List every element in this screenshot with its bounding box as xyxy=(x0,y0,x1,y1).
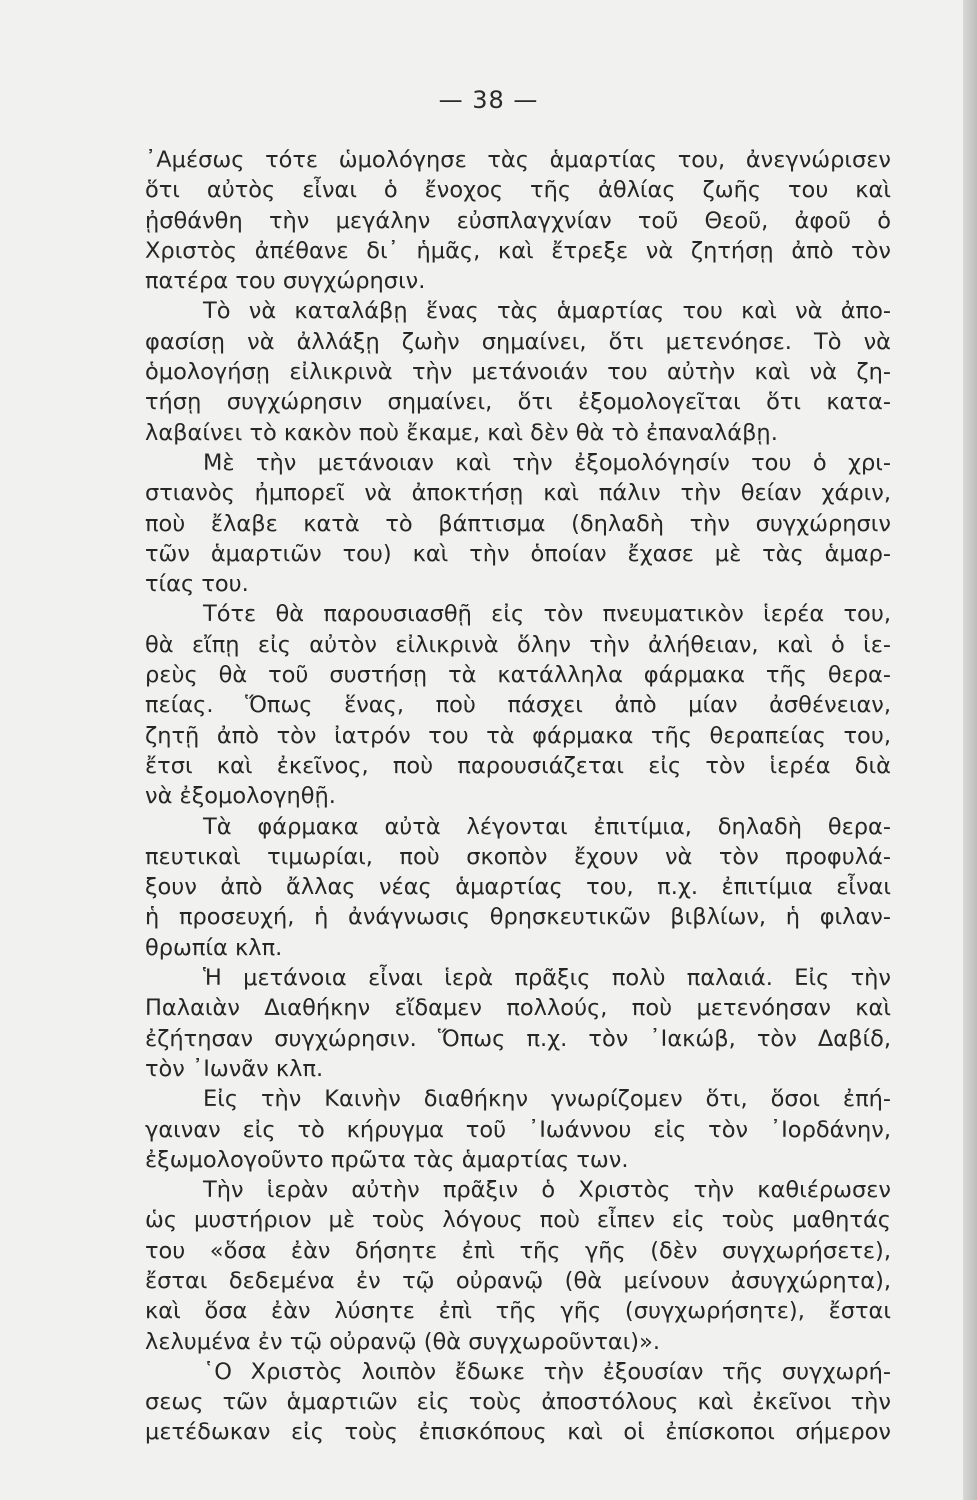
text-line: Παλαιὰν Διαθήκην εἴδαμεν πολλούς, ποὺ μετενόησαν καὶ xyxy=(145,995,891,1022)
text-line: ἔτσι καὶ ἐκεῖνος, ποὺ παρουσιάζεται εἰς τὸν ἱερέα διὰ xyxy=(145,752,891,779)
text-line: ᾐσθάνθη τὴν μεγάλην εὐσπλαγχνίαν τοῦ Θεοῦ, ἀφοῦ ὁ xyxy=(145,207,891,234)
text-line: του «ὅσα ἐὰν δήσητε ἐπὶ τῆς γῆς (δὲν συγχωρήσετε), xyxy=(145,1237,891,1264)
text-line: ξουν ἀπὸ ἄλλας νέας ἁμαρτίας του, π.χ. ἐπιτίμια εἶναι xyxy=(145,874,891,901)
text-line: τὸν ᾿Ιωνᾶν κλπ. xyxy=(145,1055,324,1082)
text-line: σεως τῶν ἁμαρτιῶν εἰς τοὺς ἀποστόλους καὶ ἐκεῖνοι τὴν xyxy=(145,1389,891,1416)
text-line: τήσῃ συγχώρησιν σημαίνει, ὅτι ἐξομολογεῖται ὅτι κατα- xyxy=(145,389,891,416)
page-number: — 38 — xyxy=(438,86,539,114)
text-line: μετέδωκαν εἰς τοὺς ἐπισκόπους καὶ οἱ ἐπίσκοποι σήμερον xyxy=(145,1419,891,1446)
text-line: ὡς μυστήριον μὲ τοὺς λόγους ποὺ εἶπεν εἰς τοὺς μαθητάς xyxy=(145,1207,891,1234)
text-line: τίας του. xyxy=(145,571,249,598)
text-line: Τὰ φάρμακα αὐτὰ λέγονται ἐπιτίμια, δηλαδὴ θερα- xyxy=(203,813,891,840)
text-line: θὰ εἴπῃ εἰς αὐτὸν εἰλικρινὰ ὅλην τὴν ἀλήθειαν, καὶ ὁ ἱε- xyxy=(145,631,891,658)
text-line: Εἰς τὴν Καινὴν διαθήκην γνωρίζομεν ὅτι, ὅσοι ἐπή- xyxy=(203,1086,891,1113)
text-line: νὰ ἐξομολογηθῇ. xyxy=(145,783,336,810)
text-line: Τὸ νὰ καταλάβῃ ἕνας τὰς ἁμαρτίας του καὶ νὰ ἀπο- xyxy=(203,298,891,325)
text-line: ρεὺς θὰ τοῦ συστήσῃ τὰ κατάλληλα φάρμακα τῆς θερα- xyxy=(145,662,891,689)
text-line: λελυμένα ἐν τῷ οὐρανῷ (θὰ συγχωροῦνται)». xyxy=(145,1328,661,1355)
body-text xyxy=(145,145,891,1448)
text-line: ῾Ο Χριστὸς λοιπὸν ἔδωκε τὴν ἐξουσίαν τῆς συγχωρή- xyxy=(203,1358,891,1385)
text-line: στιανὸς ἠμπορεῖ νὰ ἀποκτήσῃ καὶ πάλιν τὴν θείαν χάριν, xyxy=(145,480,891,507)
text-line: Τὴν ἱερὰν αὐτὴν πρᾶξιν ὁ Χριστὸς τὴν καθιέρωσεν xyxy=(203,1177,891,1204)
text-line: γαιναν εἰς τὸ κήρυγμα τοῦ ᾿Ιωάννου εἰς τὸν ᾿Ιορδάνην, xyxy=(145,1116,891,1143)
page-edge-shadow xyxy=(963,0,977,1500)
text-line: Μὲ τὴν μετάνοιαν καὶ τὴν ἐξομολόγησίν του ὁ χρι- xyxy=(203,449,891,476)
text-line: τῶν ἁμαρτιῶν του) καὶ τὴν ὁποίαν ἔχασε μὲ τὰς ἁμαρ- xyxy=(145,540,891,567)
text-line: ὁμολογήσῃ εἰλικρινὰ τὴν μετάνοιάν του αὐτὴν καὶ νὰ ζη- xyxy=(145,359,891,386)
text-line: καὶ ὅσα ἐὰν λύσητε ἐπὶ τῆς γῆς (συγχωρήσητε), ἔσται xyxy=(145,1298,891,1325)
text-line: ὅτι αὐτὸς εἶναι ὁ ἔνοχος τῆς ἀθλίας ζωῆς του καὶ xyxy=(145,177,891,204)
text-line: ᾿Αμέσως τότε ὡμολόγησε τὰς ἁμαρτίας του, ἀνεγνώρισεν xyxy=(145,147,891,173)
text-line: Ἡ μετάνοια εἶναι ἱερὰ πρᾶξις πολὺ παλαιά. Εἰς τὴν xyxy=(203,965,891,992)
text-line: Τότε θὰ παρουσιασθῇ εἰς τὸν πνευματικὸν ἱερέα του, xyxy=(203,601,891,628)
text-line: φασίσῃ νὰ ἀλλάξῃ ζωὴν σημαίνει, ὅτι μετενόησε. Τὸ νὰ xyxy=(145,328,891,355)
text-line: Χριστὸς ἀπέθανε δι᾿ ἡμᾶς, καὶ ἔτρεξε νὰ ζητήσῃ ἀπὸ τὸν xyxy=(145,237,891,264)
text-line: θρωπία κλπ. xyxy=(145,934,283,961)
text-line: ἐζήτησαν συγχώρησιν. Ὅπως π.χ. τὸν ᾿Ιακώβ, τὸν Δαβίδ, xyxy=(145,1025,891,1052)
text-line: ἐξωμολογοῦντο πρῶτα τὰς ἁμαρτίας των. xyxy=(145,1146,629,1173)
text-line: ἡ προσευχή, ἡ ἀνάγνωσις θρησκευτικῶν βιβλίων, ἡ φιλαν- xyxy=(145,904,891,931)
text-line: ἔσται δεδεμένα ἐν τῷ οὐρανῷ (θὰ μείνουν ἀσυγχώρητα), xyxy=(145,1267,891,1294)
text-line: πείας. Ὅπως ἕνας, ποὺ πάσχει ἀπὸ μίαν ἀσθένειαν, xyxy=(145,692,891,719)
text-line: πατέρα του συγχώρησιν. xyxy=(145,268,426,295)
text-line: λαβαίνει τὸ κακὸν ποὺ ἔκαμε, καὶ δὲν θὰ τὸ ἐπαναλάβῃ. xyxy=(145,419,778,446)
text-line: ζητῇ ἀπὸ τὸν ἰατρόν του τὰ φάρμακα τῆς θεραπείας του, xyxy=(145,722,891,749)
text-line: ποὺ ἔλαβε κατὰ τὸ βάπτισμα (δηλαδὴ τὴν συγχώρησιν xyxy=(145,510,891,537)
text-line: πευτικαὶ τιμωρίαι, ποὺ σκοπὸν ἔχουν νὰ τὸν προφυλά- xyxy=(145,843,891,870)
